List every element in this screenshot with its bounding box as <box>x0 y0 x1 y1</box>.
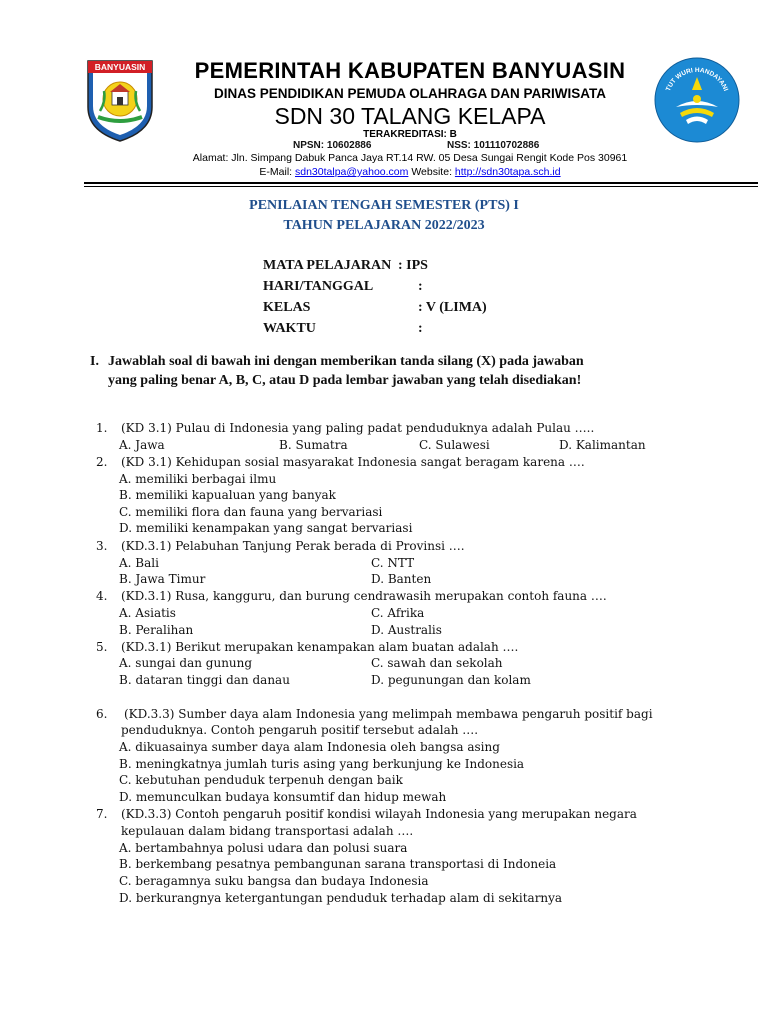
option-c[interactable]: C. beragamnya suku bangsa dan budaya Indonesia <box>119 874 429 888</box>
option-d[interactable]: D. Banten <box>371 572 432 586</box>
subject-label: MATA PELAJARAN <box>263 258 392 273</box>
option-a[interactable]: A. Bali <box>119 556 159 570</box>
option-c[interactable]: C. memiliki flora dan fauna yang bervariasi <box>119 505 383 519</box>
question-text: (KD.3.1) Pelabuhan Tanjung Perak berada di Provinsi …. <box>121 539 465 553</box>
school-address: Alamat: Jln. Simpang Dabuk Panca Jaya RT.14 RW. 05 Desa Sungai Rengit Kode Pos 30961 <box>192 152 628 164</box>
question-text-cont: penduduknya. Contoh pengaruh positif tersebut adalah …. <box>121 723 479 737</box>
question-text: (KD 3.1) Kehidupan sosial masyarakat Indonesia sangat beragam karena …. <box>121 455 585 469</box>
option-b[interactable]: B. meningkatnya jumlah turis asing yang berkunjung ke Indonesia <box>119 757 525 771</box>
option-a[interactable]: A. sungai dan gunung <box>119 656 253 670</box>
question-text: (KD.3.3) Contoh pengaruh positif kondisi wilayah Indonesia yang merupakan negara <box>121 807 637 821</box>
website-label: Website: <box>411 166 452 178</box>
option-b[interactable]: B. dataran tinggi dan danau <box>119 673 290 687</box>
option-d[interactable]: D. Kalimantan <box>559 438 646 452</box>
date-value: : <box>418 279 423 294</box>
academic-year: TAHUN PELAJARAN 2022/2023 <box>283 218 485 233</box>
government-name: PEMERINTAH KABUPATEN BANYUASIN <box>194 58 626 83</box>
option-d[interactable]: D. Australis <box>371 623 442 637</box>
option-c[interactable]: C. Sulawesi <box>419 438 490 452</box>
logo-right-label: TUT WURI HANDAYANI <box>664 66 730 93</box>
email-label: E-Mail: <box>259 166 293 178</box>
banyuasin-regency-logo <box>84 55 156 143</box>
question-text-cont: kepulauan dalam bidang transportasi adalah …. <box>121 824 414 838</box>
option-b[interactable]: B. berkembang pesatnya pembangunan sarana transportasi di Indoneia <box>119 857 557 871</box>
exam-title: PENILAIAN TENGAH SEMESTER (PTS) I <box>249 198 519 213</box>
question-number: 3. <box>96 539 108 553</box>
option-d[interactable]: D. memiliki kenampakan yang sangat bervariasi <box>119 521 413 535</box>
header-divider-thin <box>84 186 758 187</box>
website-link[interactable]: http://sdn30tapa.sch.id <box>454 166 561 178</box>
option-a[interactable]: A. Jawa <box>119 438 165 452</box>
option-b[interactable]: B. Peralihan <box>119 623 194 637</box>
subject-value: : IPS <box>398 258 428 273</box>
question-text: (KD.3.1) Rusa, kangguru, dan burung cendrawasih merupakan contoh fauna …. <box>121 589 607 603</box>
question-text: (KD.3.3) Sumber daya alam Indonesia yang melimpah membawa pengaruh positif bagi <box>124 707 653 721</box>
question-number: 6. <box>96 707 108 721</box>
option-d[interactable]: D. pegunungan dan kolam <box>371 673 531 687</box>
option-c[interactable]: C. sawah dan sekolah <box>371 656 503 670</box>
option-c[interactable]: C. NTT <box>371 556 415 570</box>
logo-left-label: BANYUASIN <box>94 62 146 72</box>
question-number: 4. <box>96 589 108 603</box>
accreditation-text: TERAKREDITASI: B <box>363 129 457 140</box>
option-b[interactable]: B. Jawa Timur <box>119 572 206 586</box>
instruction-line-2: yang paling benar A, B, C, atau D pada lembar jawaban yang telah disediakan! <box>108 373 582 388</box>
option-c[interactable]: C. kebutuhan penduduk terpenuh dengan baik <box>119 773 403 787</box>
question-text: (KD 3.1) Pulau di Indonesia yang paling padat penduduknya adalah Pulau ….. <box>121 421 595 435</box>
instruction-line-1: Jawablah soal di bawah ini dengan memberikan tanda silang (X) pada jawaban <box>108 354 584 369</box>
contact-line <box>150 166 670 178</box>
question-number: 5. <box>96 640 108 654</box>
date-label: HARI/TANGGAL <box>263 279 374 294</box>
class-value: : V (LIMA) <box>418 300 487 315</box>
option-a[interactable]: A. bertambahnya polusi udara dan polusi suara <box>119 841 408 855</box>
question-number: 1. <box>96 421 108 435</box>
class-label: KELAS <box>263 300 311 315</box>
email-link[interactable]: sdn30talpa@yahoo.com <box>295 166 409 178</box>
school-name: SDN 30 TALANG KELAPA <box>274 103 546 129</box>
nss-text: NSS: 101110702886 <box>447 140 540 151</box>
option-d[interactable]: D. memunculkan budaya konsumtif dan hidup mewah <box>119 790 447 804</box>
option-a[interactable]: A. memiliki berbagai ilmu <box>119 472 277 486</box>
question-text: (KD.3.1) Berikut merupakan kenampakan alam buatan adalah …. <box>121 640 519 654</box>
option-b[interactable]: B. memiliki kapualuan yang banyak <box>119 488 336 502</box>
option-a[interactable]: A. dikuasainya sumber daya alam Indonesia oleh bangsa asing <box>119 740 500 754</box>
option-d[interactable]: D. berkurangnya ketergantungan penduduk terhadap alam di sekitarnya <box>119 891 563 905</box>
instruction-number: I. <box>90 354 99 369</box>
question-number: 2. <box>96 455 108 469</box>
header-divider-thick <box>84 182 758 184</box>
npsn-text: NPSN: 10602886 <box>293 140 372 151</box>
option-a[interactable]: A. Asiatis <box>119 606 176 620</box>
time-value: : <box>418 321 423 336</box>
department-name: DINAS PENDIDIKAN PEMUDA OLAHRAGA DAN PARIWISATA <box>214 86 606 101</box>
option-b[interactable]: B. Sumatra <box>279 438 348 452</box>
question-number: 7. <box>96 807 108 821</box>
time-label: WAKTU <box>263 321 316 336</box>
option-c[interactable]: C. Afrika <box>371 606 425 620</box>
